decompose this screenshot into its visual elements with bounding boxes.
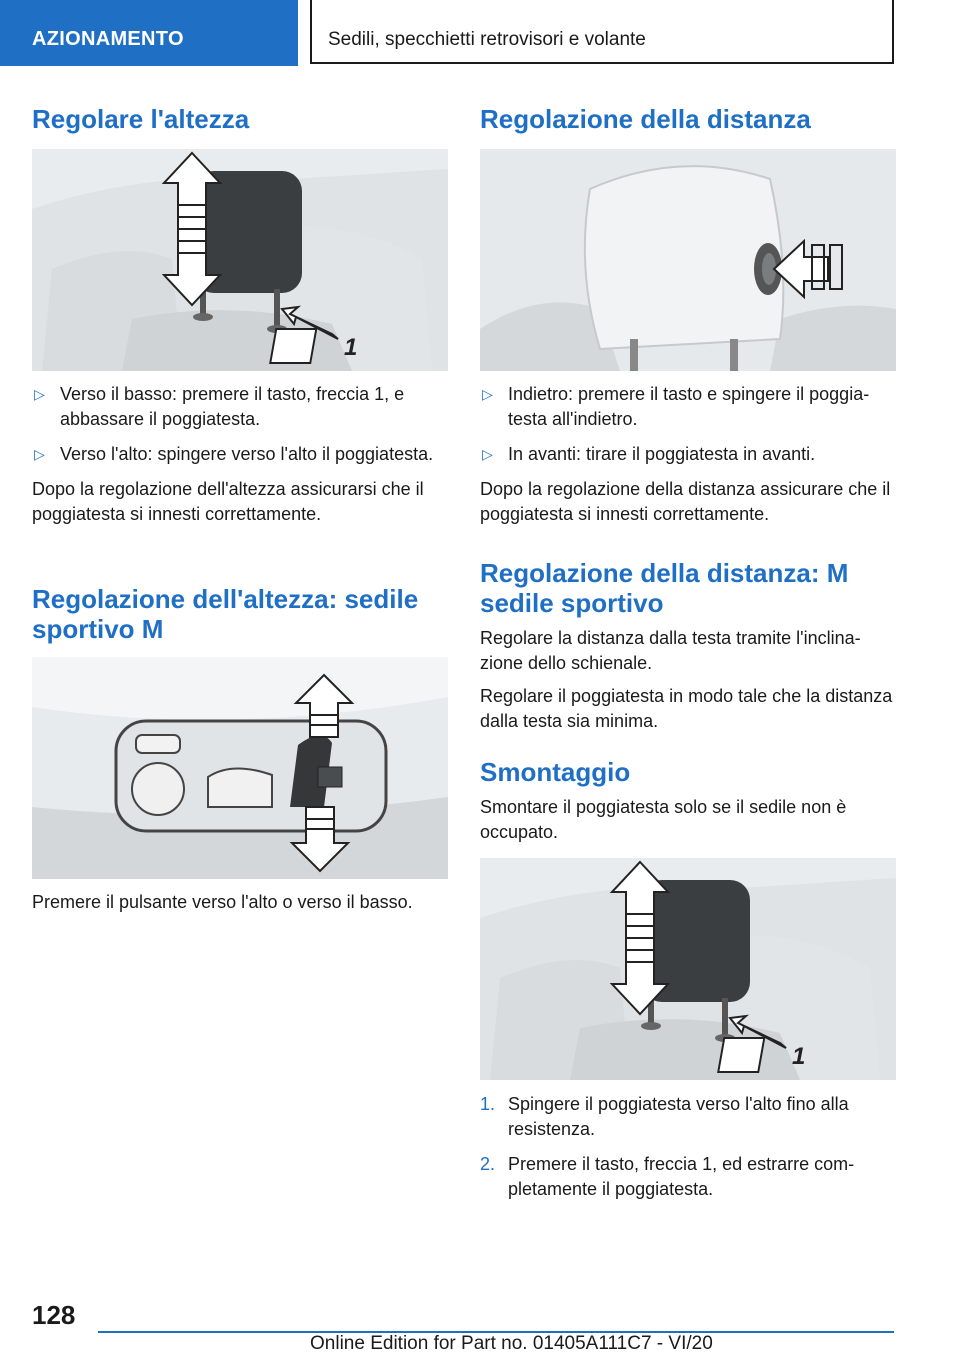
list-item: ▷ In avanti: tirare il poggiatesta in avanti. [480, 442, 896, 467]
sport-seat-distance-text [480, 626, 896, 742]
sport-seat-instructions [32, 890, 448, 923]
figure-sport-seat-switch [32, 657, 448, 879]
removal-text [480, 795, 896, 853]
triangle-right-icon: ▷ [482, 386, 493, 402]
height-instructions [32, 382, 448, 535]
list-item: 1. Spingere il poggiatesta verso l'alto fino alla resistenza. [480, 1094, 849, 1139]
heading-sport-seat-height: Regolazione dell'altezza: sedile sportivo M [32, 584, 419, 644]
paragraph: Dopo la regolazione dell'altezza assicurarsi che il poggiatesta si innesti correttamente. [32, 479, 424, 524]
heading-sport-seat-distance: Regolazione della distanza: M sedile sportivo [480, 558, 849, 618]
triangle-right-icon: ▷ [34, 446, 45, 462]
paragraph: Smontare il poggiatesta solo se il sedile non è occupato. [480, 797, 847, 842]
heading-removal: Smontaggio [480, 757, 631, 787]
footer-edition: Online Edition for Part no. 01405A111C7 - VI/20 [310, 1333, 713, 1354]
list-item: 2. Premere il tasto, freccia 1, ed estrarre completamente il poggiatesta. [480, 1154, 855, 1199]
list-item: ▷ Verso il basso: premere il tasto, freccia 1, e abbassare il poggiatesta. [34, 384, 405, 429]
triangle-right-icon: ▷ [34, 386, 45, 402]
figure-headrest-distance [480, 149, 896, 371]
section-title: AZIONAMENTO [32, 28, 184, 50]
paragraph: Premere il pulsante verso l'alto o verso il basso. [32, 892, 413, 912]
figure-headrest-removal [480, 858, 896, 1080]
figure-headrest-height [32, 149, 448, 371]
paragraph: Regolare la distanza dalla testa tramite l'inclinazione dello schienale. [480, 628, 861, 673]
list-item: ▷ Verso l'alto: spingere verso l'alto il poggiatesta. [32, 442, 448, 467]
heading-distance-adjust: Regolazione della distanza [480, 104, 811, 134]
page-number: 128 [32, 1300, 76, 1330]
figure-callout-1: 1 [344, 334, 358, 361]
paragraph: Dopo la regolazione della distanza assicurare che il poggiatesta si innesti correttamente. [480, 479, 891, 524]
chapter-title: Sedili, specchietti retrovisori e volante [328, 29, 646, 50]
section-tab[interactable] [0, 0, 298, 66]
chapter-tab[interactable] [310, 0, 894, 64]
heading-height-adjust: Regolare l'altezza [32, 104, 250, 134]
figure-callout-1: 1 [792, 1043, 806, 1070]
triangle-right-icon: ▷ [482, 446, 493, 462]
distance-instructions [480, 382, 896, 535]
list-item: ▷ Indietro: premere il tasto e spingere il poggiatesta all'indietro. [482, 384, 870, 429]
removal-steps [480, 1092, 896, 1212]
paragraph: Regolare il poggiatesta in modo tale che la distanza dalla testa sia minima. [480, 686, 893, 731]
